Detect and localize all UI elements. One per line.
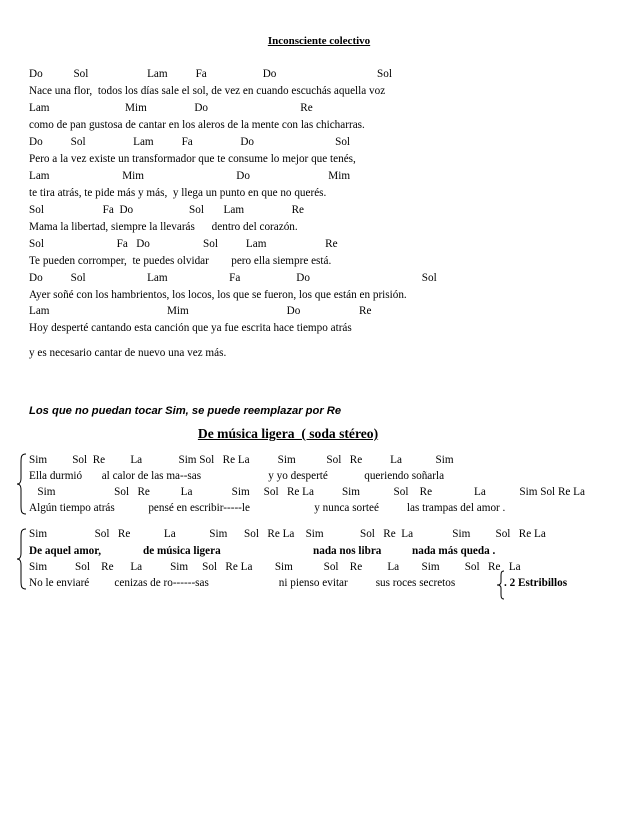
lyric-line: y es necesario cantar de nuevo una vez más. [29,347,227,359]
song2-block2-bold-d: nada más queda . [412,545,496,557]
song2-block2-bold-b: de música ligera [143,545,221,557]
substitution-note: Los que no puedan tocar Sim, se puede reemplazar por Re [29,405,342,417]
chord-line: Sol Fa Do Sol Lam Re [29,204,305,216]
song2-block2-lyrics: No le enviaré cenizas de ro------sas ni pienso evitar sus roces secretos [29,577,456,589]
chord-line: Do Sol Lam Fa Do Sol [29,136,351,148]
song2-block2-bold-c: nada nos libra [313,545,382,557]
lyric-line: Ayer soñé con los hambrientos, los locos, los que se fueron, los que están en prisión. [29,289,407,301]
estribillos-label: . 2 Estribillos [504,577,568,589]
lyric-line: Algún tiempo atrás pensé en escribir-----le y nunca sorteé las trampas del amor . [29,502,506,514]
lyric-line: Nace una flor, todos los días sale el sol, de vez en cuando escuchás aquella voz [29,85,386,97]
song2-block2-chords-2: Sim Sol Re La Sim Sol Re La Sim Sol Re La Sim Sol Re La [29,561,521,573]
chord-line: Sim Sol Re La Sim Sol Re La Sim Sol Re La Sim [29,454,454,466]
song2-block2-bold-a: De aquel amor, [29,545,101,557]
chord-line: Sol Fa Do Sol Lam Re [29,238,338,250]
lyric-line: como de pan gustosa de cantar en los aleros de la mente con las chicharras. [29,119,365,131]
chord-line: Lam Mim Do Mim [29,170,351,182]
chord-line: Do Sol Lam Fa Do Sol [29,68,392,80]
lyric-line: Hoy desperté cantando esta canción que ya fue escrita hace tiempo atrás [29,322,352,334]
song1-title: Inconsciente colectivo [267,35,371,47]
lyric-line: Te pueden corromper, te puedes olvidar pero ella siempre está. [29,255,332,267]
lyric-line: Pero a la vez existe un transformador que te consume lo mejor que tenés, [29,153,356,165]
lyric-line: Mama la libertad, siempre la llevarás dentro del corazón. [29,221,298,233]
chord-line: Sim Sol Re La Sim Sol Re La Sim Sol Re La Sim Sol Re La [29,486,585,498]
left-brace-2 [16,528,28,590]
song2-title: De música ligera ( soda stéreo) [197,426,379,441]
lyric-line: te tira atrás, te pide más y más, y llega un punto en que no querés. [29,187,327,199]
left-brace-1 [16,453,28,515]
lyric-line: Ella durmió al calor de las ma--sas y yo desperté queriendo soñarla [29,470,445,482]
chord-line: Do Sol Lam Fa Do Sol [29,272,437,284]
chord-line: Lam Mim Do Re [29,305,372,317]
song2-block2-chords-1: Sim Sol Re La Sim Sol Re La Sim Sol Re La Sim Sol Re La [29,528,546,540]
chord-line: Lam Mim Do Re [29,102,313,114]
